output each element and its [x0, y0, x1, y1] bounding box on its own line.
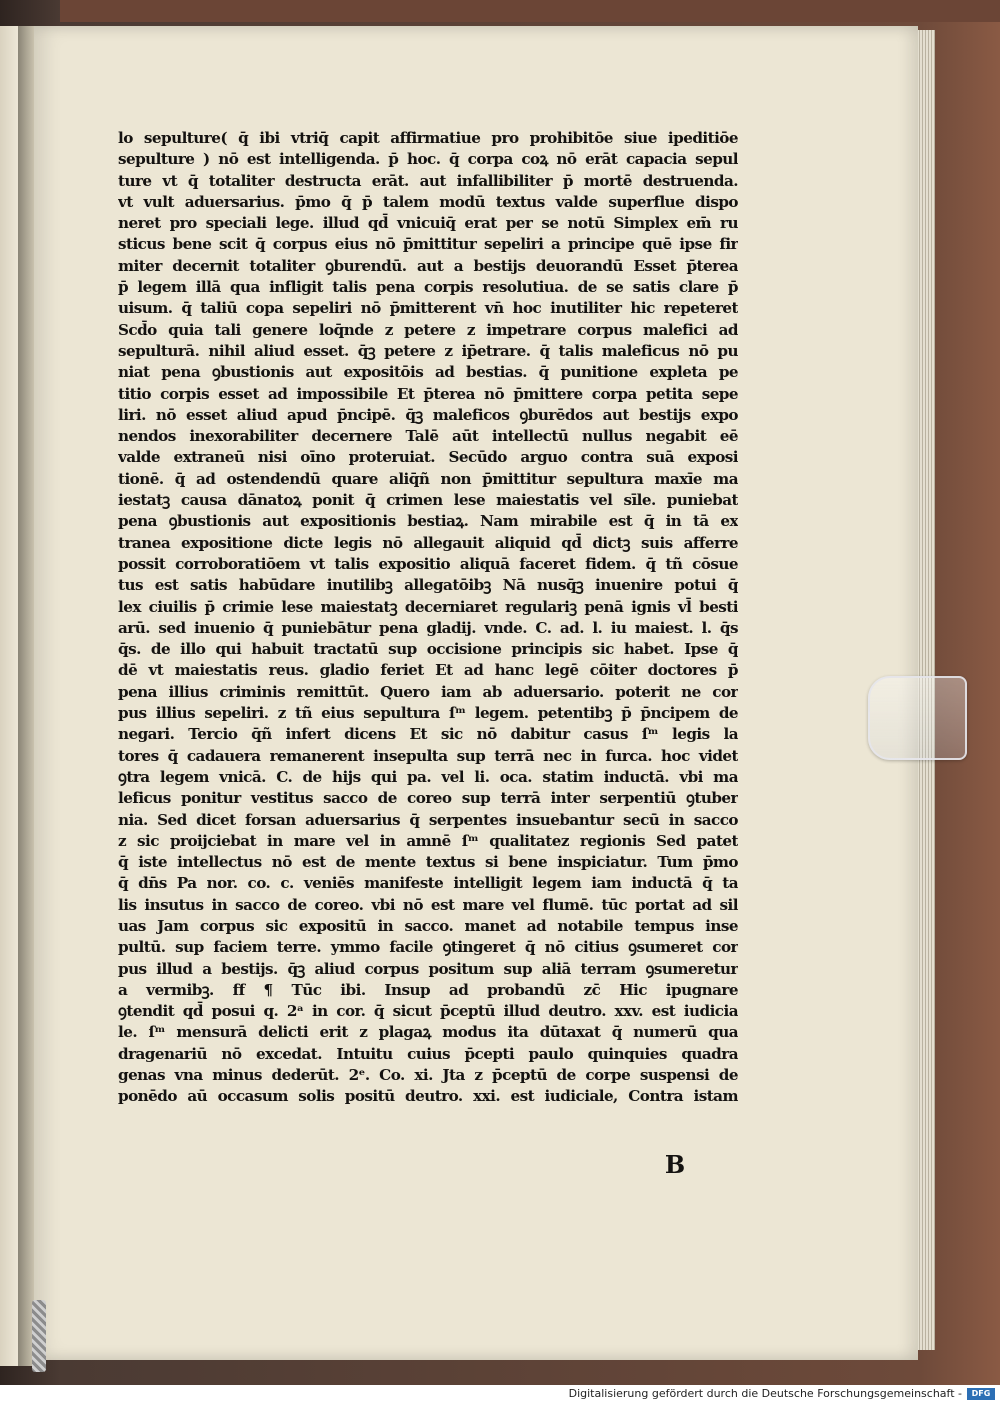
page-clip [868, 676, 967, 760]
text-line: liri. nō esset aliud apud p̄ncipē. q̄ꝫ maleficos ꝯburēdos aut bestijs expo [118, 405, 738, 424]
text-line: pus illud a bestijs. q̄ꝫ aliud corpus positum sup aliā terram ꝯsumeretur [118, 959, 738, 978]
text-line: lis insutus in sacco de coreo. vbi nō est mare vel flumē. tūc portat ad sil [118, 895, 738, 914]
text-line: niat pena ꝯbustionis aut expositōis ad bestias. q̄ punitione expleta pe [118, 363, 738, 382]
text-line: q̄ dn̄s Pa nor. co. c. veniēs manifeste intelligit legem iam inductā q̄ ta [118, 874, 738, 893]
text-block [118, 128, 738, 1108]
text-line: dragenariū nō excedat. Intuitu cuius p̄cepti paulo quinquies quadra [118, 1044, 738, 1063]
text-line: lex ciuilis p̄ crimie lese maiestatꝫ decerniaret regulariꝫ penā ignis vl̄ besti [118, 597, 738, 616]
text-line: sticus bene scit q̄ corpus eius nō p̄mittitur sepeliri a principe quē ipse fir [118, 235, 738, 254]
text-line: titio corpis esset ad impossibile Et p̄terea nō p̄mittere corpa petita sepe [118, 384, 738, 403]
text-line: arū. sed inuenio q̄ puniebātur pena gladij. vnde. C. ad. l. iu maiest. l. q̄s [118, 618, 738, 637]
text-line: ꝯtra legem vnicā. C. de hijs qui pa. vel li. oca. statim inductā. vbi ma [118, 767, 738, 786]
text-line: dē vt maiestatis reus. gladio feriet Et ad hanc legē cōiter doctores p̄ [118, 661, 738, 680]
text-line: le. ſᵐ mensurā delicti erit z plagaꝝ modus ita dūtaxat q̄ numerū qua [118, 1023, 738, 1042]
text-line: pena illius criminis remittūt. Quero iam ab aduersario. poterit ne cor [118, 682, 738, 701]
footer-bar [0, 1385, 1000, 1403]
dfg-logo: DFG [967, 1388, 995, 1400]
text-line: pena ꝯbustionis aut expositionis bestiaꝝ. Nam mirabile est q̄ in tā ex [118, 512, 738, 531]
text-line: nendos inexorabiliter decernere Talē aūt intellectū nullus negabit eē [118, 427, 738, 446]
signature-mark: B [664, 1150, 686, 1179]
text-line: nia. Sed dicet forsan aduersarius q̄ serpentes insuebantur secū in sacco [118, 810, 738, 829]
text-line: genas vna minus dederūt. 2ᵉ. Co. xi. Jta z p̄ceptū de corpe suspensi de [118, 1066, 738, 1085]
text-line: tionē. q̄ ad ostendendū quare aliq̄ñ non p̄mittitur sepultura maxīe ma [118, 469, 738, 488]
text-line: pultū. sup faciem terre. ymmo facile ꝯtingeret q̄ nō citius ꝯsumeret cor [118, 938, 738, 957]
text-line: possit corroboratiōem vt talis expositio aliquā faceret fidem. q̄ tñ cōsue [118, 554, 738, 573]
text-line: ꝯtendit qd̄ posui q. 2ᵃ in cor. q̄ sicut p̄ceptū illud deutro. xxv. est iudicia [118, 1002, 738, 1021]
text-line: z sic proijciebat in mare vel in amnē ſᵐ qualitatez regionis Sed patet [118, 831, 738, 850]
text-line: vt vult aduersarius. p̄mo q̄ p̄ talem modū textus valde superflue dispo [118, 192, 738, 211]
text-line: tus est satis habūdare inutilibꝫ allegatōibꝫ Nā nusq̄ꝫ inuenire potui q̄ [118, 576, 738, 595]
text-line: Scd̄o quia tali genere loq̄nde z petere z impetrare corpus malefici ad [118, 320, 738, 339]
text-line: neret pro speciali lege. illud qd̄ vnicuiq̄ erat per se notū Simplex em̄ ru [118, 214, 738, 233]
text-line: valde extraneū nisi oīno proteruiat. Secūdo arguo contra suā exposi [118, 448, 738, 467]
text-line: uas Jam corpus sic expositū in sacco. manet ad notabile tempus inse [118, 916, 738, 935]
text-line: iestatꝫ causa dānatoꝝ ponit q̄ crimen lese maiestatis vel sīle. puniebat [118, 491, 738, 510]
page-gutter [18, 26, 34, 1366]
text-line: tores q̄ cadauera remanerent insepulta sup terrā nec in furca. hoc videt [118, 746, 738, 765]
text-line: sepulture ) nō est intelligenda. p̄ hoc. q̄ corpa coꝝ nō erāt capacia sepul [118, 150, 738, 169]
text-line: ponēdo aū occasum solis positū deutro. xxi. est iudiciale, Contra istam [118, 1087, 738, 1106]
text-line: ture vt q̄ totaliter destructa erāt. aut infallibiliter p̄ mortē destruenda. [118, 171, 738, 190]
text-line: pus illius sepeliri. z tñ eius sepultura ſᵐ legem. petentibꝫ p̄ p̄ncipem de [118, 704, 738, 723]
bookmark-ribbon [32, 1300, 46, 1372]
text-line: q̄ iste intellectus nō est de mente textus si bene inspiciatur. Tum p̄mo [118, 853, 738, 872]
text-line: sepulturā. nihil aliud esset. q̄ꝫ petere z ip̄etrare. q̄ talis maleficus nō pu [118, 341, 738, 360]
text-line: q̄s. de illo qui habuit tractatū sup occisione principis sic habet. Ipse q̄ [118, 640, 738, 659]
text-line: uisum. q̄ taliū copa sepeliri nō p̄mitterent vn̄ hoc inutiliter hic repeteret [118, 299, 738, 318]
text-line: miter decernit totaliter ꝯburendū. aut a bestijs deuorandū Esset p̄terea [118, 256, 738, 275]
text-line: a vermibꝫ. ff ¶ Tūc ibi. Insup ad probandū zc̄ Hic ipugnare [118, 980, 738, 999]
text-line: leficus ponitur vestitus sacco de coreo sup terrā inter serpentiū ꝯtuber [118, 789, 738, 808]
text-line: negari. Tercio q̄ñ infert dicens Et sic nō dabitur casus ſᵐ legis la [118, 725, 738, 744]
funding-credit: Digitalisierung gefördert durch die Deutsche Forschungsgemeinschaft - [568, 1387, 962, 1400]
text-line: p̄ legem illā qua infligit talis pena corpis resolutiua. de se satis clare p̄ [118, 278, 738, 297]
text-line: lo sepulture( q̄ ibi vtriq̄ capit affirmatiue pro prohibitōe siue ipeditiōe [118, 129, 738, 147]
text-line: tranea expositione dicte legis nō allegauit aliquid qd̄ dictꝫ suis afferre [118, 533, 738, 552]
cover-top-edge [60, 0, 1000, 22]
